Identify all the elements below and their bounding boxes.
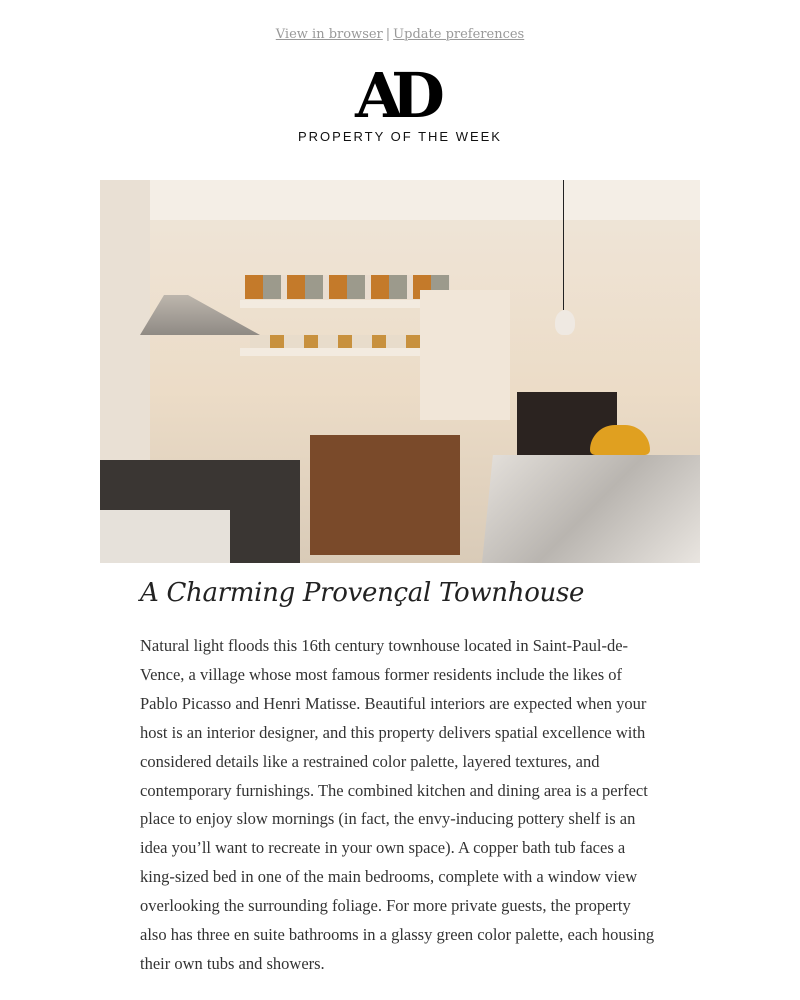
update-preferences-link[interactable]: Update preferences [393, 27, 525, 42]
preheader-links [0, 0, 800, 47]
logo[interactable] [0, 59, 800, 144]
hero-image[interactable] [100, 180, 700, 563]
article-title: A Charming Provençal Townhouse [140, 578, 585, 608]
newsletter-subtitle: PROPERTY OF THE WEEK [298, 129, 502, 144]
ad-logo: AD [355, 59, 433, 132]
view-in-browser-link[interactable]: View in browser [275, 27, 383, 42]
link-separator: | [385, 27, 391, 42]
article-body: Natural light floods this 16th century townhouse located in Saint-Paul-de-Vence, a village whose most famous former residents include the likes of Pablo Picasso and Henri Matisse. Beautiful interiors are expected when your host is an interior designer, and this property delivers spatial excellence with considered details like a restrained color palette, layered textures, and contemporary furnishings. The combined kitchen and dining area is a perfect place to enjoy slow mornings (in fact, the envy-inducing pottery shelf is an idea you’ll want to recreate in your own space). A copper bath tub faces a king-sized bed in one of the main bedrooms, complete with a window view overlooking the surrounding foliage. For more private guests, the property also has three en suite bathrooms in a glassy green color palette, each housing their own tubs and showers. [140, 636, 655, 973]
